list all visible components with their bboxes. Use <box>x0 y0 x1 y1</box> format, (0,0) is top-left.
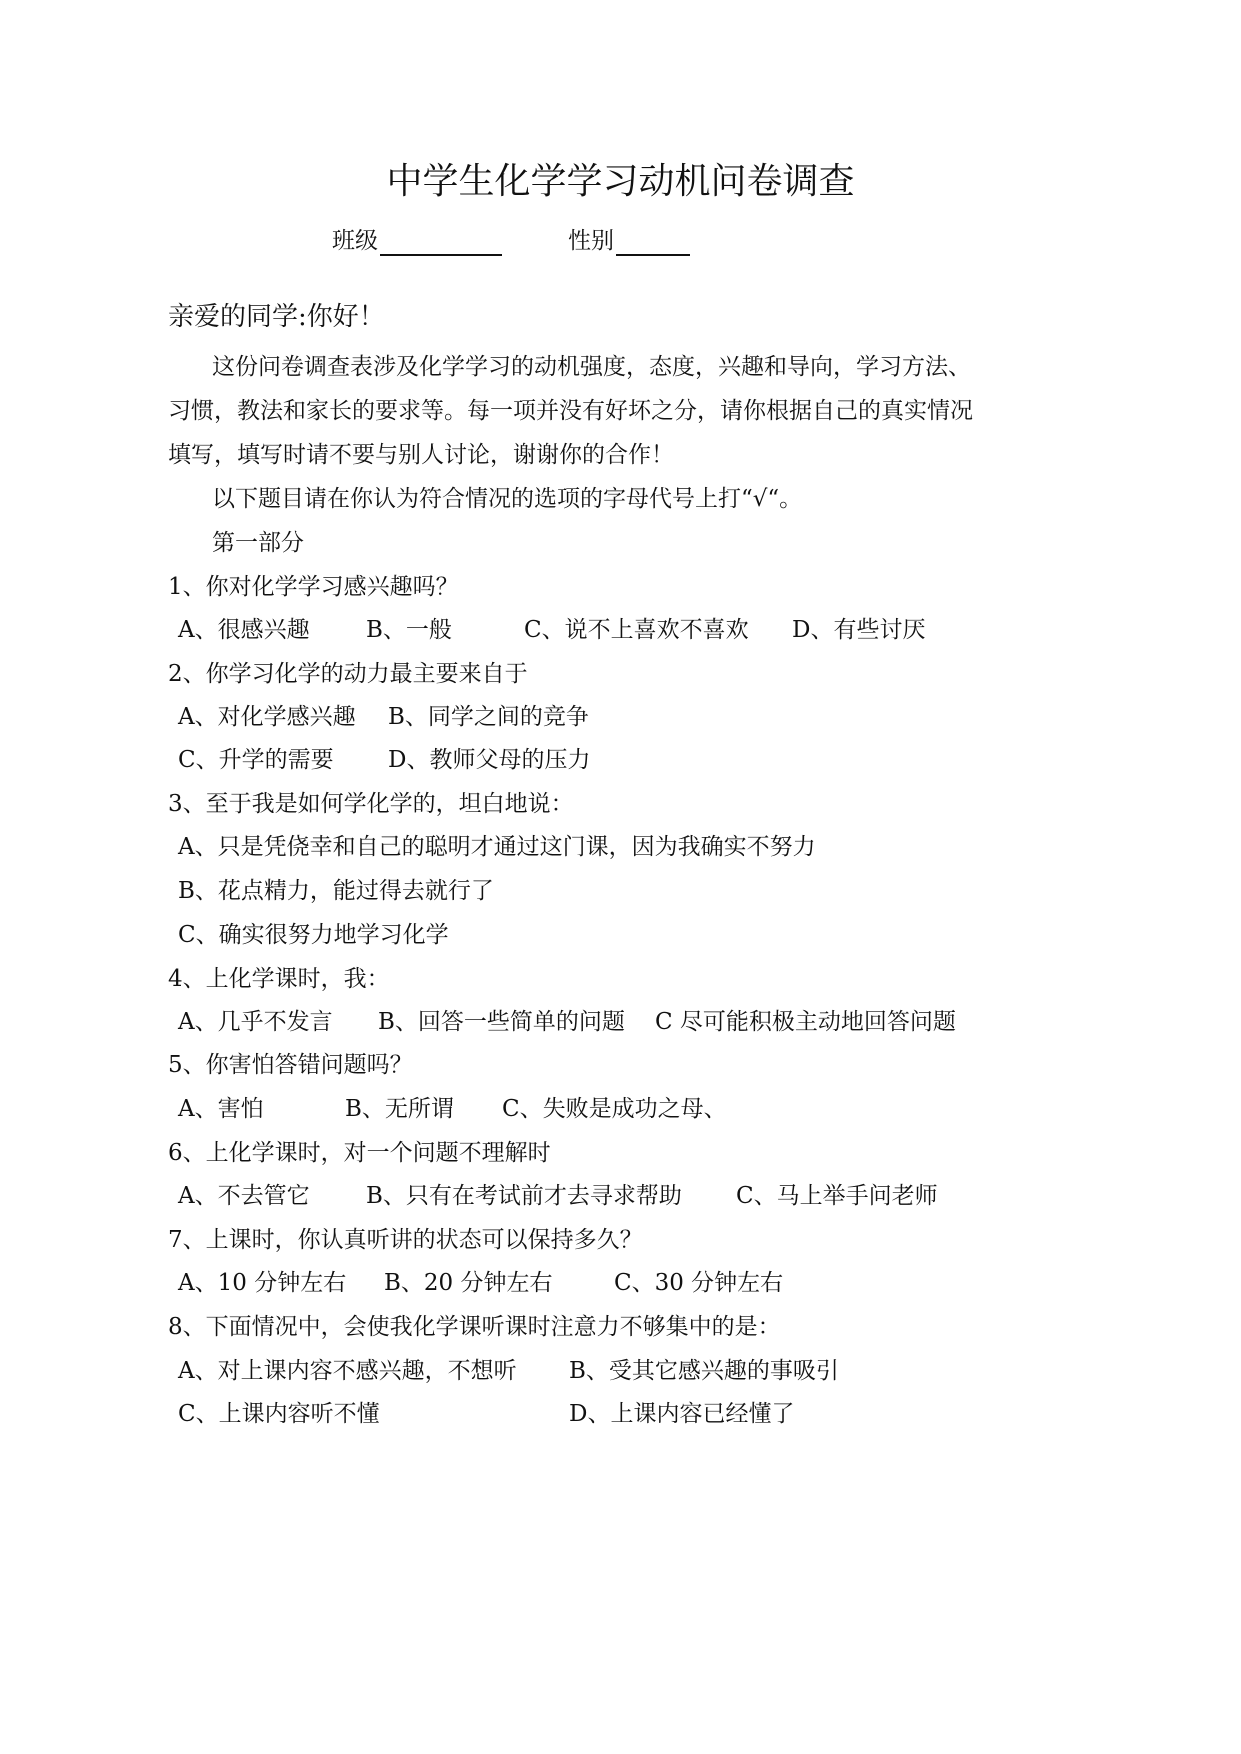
option-c[interactable]: C、上课内容听不懂 <box>178 1401 380 1427</box>
option-b[interactable]: B、同学之间的竞争 <box>388 704 589 730</box>
intro-line: 填写，填写时请不要与别人讨论，谢谢你的合作！ <box>168 442 674 468</box>
option-a[interactable]: A、很感兴趣 <box>178 617 310 643</box>
option-b[interactable]: B、一般 <box>366 617 452 643</box>
class-field <box>332 226 502 256</box>
question-text: 5、你害怕答错问题吗？ <box>168 1052 413 1078</box>
option-c[interactable]: C、30 分钟左右 <box>614 1270 784 1296</box>
option-a[interactable]: A、不去管它 <box>178 1183 310 1209</box>
option-a[interactable]: A、10 分钟左右 <box>178 1270 347 1296</box>
gender-label: 性别 <box>568 228 614 254</box>
question-text: 8、下面情况中，会使我化学课听课时注意力不够集中的是： <box>168 1314 781 1340</box>
option-b[interactable]: B、无所谓 <box>345 1096 454 1122</box>
intro-line: 习惯，教法和家长的要求等。每一项并没有好坏之分，请你根据自己的真实情况 <box>168 398 973 424</box>
question-text: 4、上化学课时，我： <box>168 966 390 992</box>
question-text: 1、你对化学学习感兴趣吗？ <box>168 574 459 600</box>
option-c[interactable]: C 尽可能积极主动地回答问题 <box>655 1009 956 1035</box>
option-c[interactable]: C、失败是成功之母、 <box>502 1096 727 1122</box>
option-d[interactable]: D、教师父母的压力 <box>388 747 591 773</box>
option-b[interactable]: B、回答一些简单的问题 <box>378 1009 625 1035</box>
instruction: 以下题目请在你认为符合情况的选项的字母代号上打“√“。 <box>212 486 803 512</box>
option-a[interactable]: A、几乎不发言 <box>178 1009 333 1035</box>
question-text: 6、上化学课时，对一个问题不理解时 <box>168 1140 551 1166</box>
option-a[interactable]: A、对上课内容不感兴趣，不想听 <box>178 1358 517 1384</box>
class-label: 班级 <box>332 228 378 254</box>
option-c[interactable]: C、说不上喜欢不喜欢 <box>524 617 749 643</box>
option-c[interactable]: C、升学的需要 <box>178 747 334 773</box>
option-c[interactable]: C、马上举手问老师 <box>736 1183 938 1209</box>
option-a[interactable]: A、害怕 <box>178 1096 264 1122</box>
gender-field <box>568 226 690 256</box>
page-title: 中学生化学学习动机问卷调查 <box>386 161 855 202</box>
option-b[interactable]: B、只有在考试前才去寻求帮助 <box>366 1183 682 1209</box>
greeting: 亲爱的同学:你好！ <box>168 302 385 332</box>
question-text: 7、上课时，你认真听讲的状态可以保持多久？ <box>168 1227 643 1253</box>
option-d[interactable]: D、上课内容已经懂了 <box>569 1401 795 1427</box>
section-heading: 第一部分 <box>212 530 304 556</box>
option-b[interactable]: B、20 分钟左右 <box>384 1270 553 1296</box>
option-a[interactable]: A、对化学感兴趣 <box>178 704 356 730</box>
question-text: 3、至于我是如何学化学的，坦白地说： <box>168 791 574 817</box>
option-c[interactable]: C、确实很努力地学习化学 <box>178 922 449 948</box>
class-blank[interactable] <box>380 230 502 256</box>
option-a[interactable]: A、只是凭侥幸和自己的聪明才通过这门课，因为我确实不努力 <box>178 834 816 860</box>
intro-line: 这份问卷调查表涉及化学学习的动机强度，态度，兴趣和导向，学习方法、 <box>212 354 971 380</box>
option-d[interactable]: D、有些讨厌 <box>792 617 926 643</box>
option-b[interactable]: B、花点精力，能过得去就行了 <box>178 878 494 904</box>
question-text: 2、你学习化学的动力最主要来自于 <box>168 661 528 687</box>
option-b[interactable]: B、受其它感兴趣的事吸引 <box>569 1358 839 1384</box>
gender-blank[interactable] <box>616 230 690 256</box>
